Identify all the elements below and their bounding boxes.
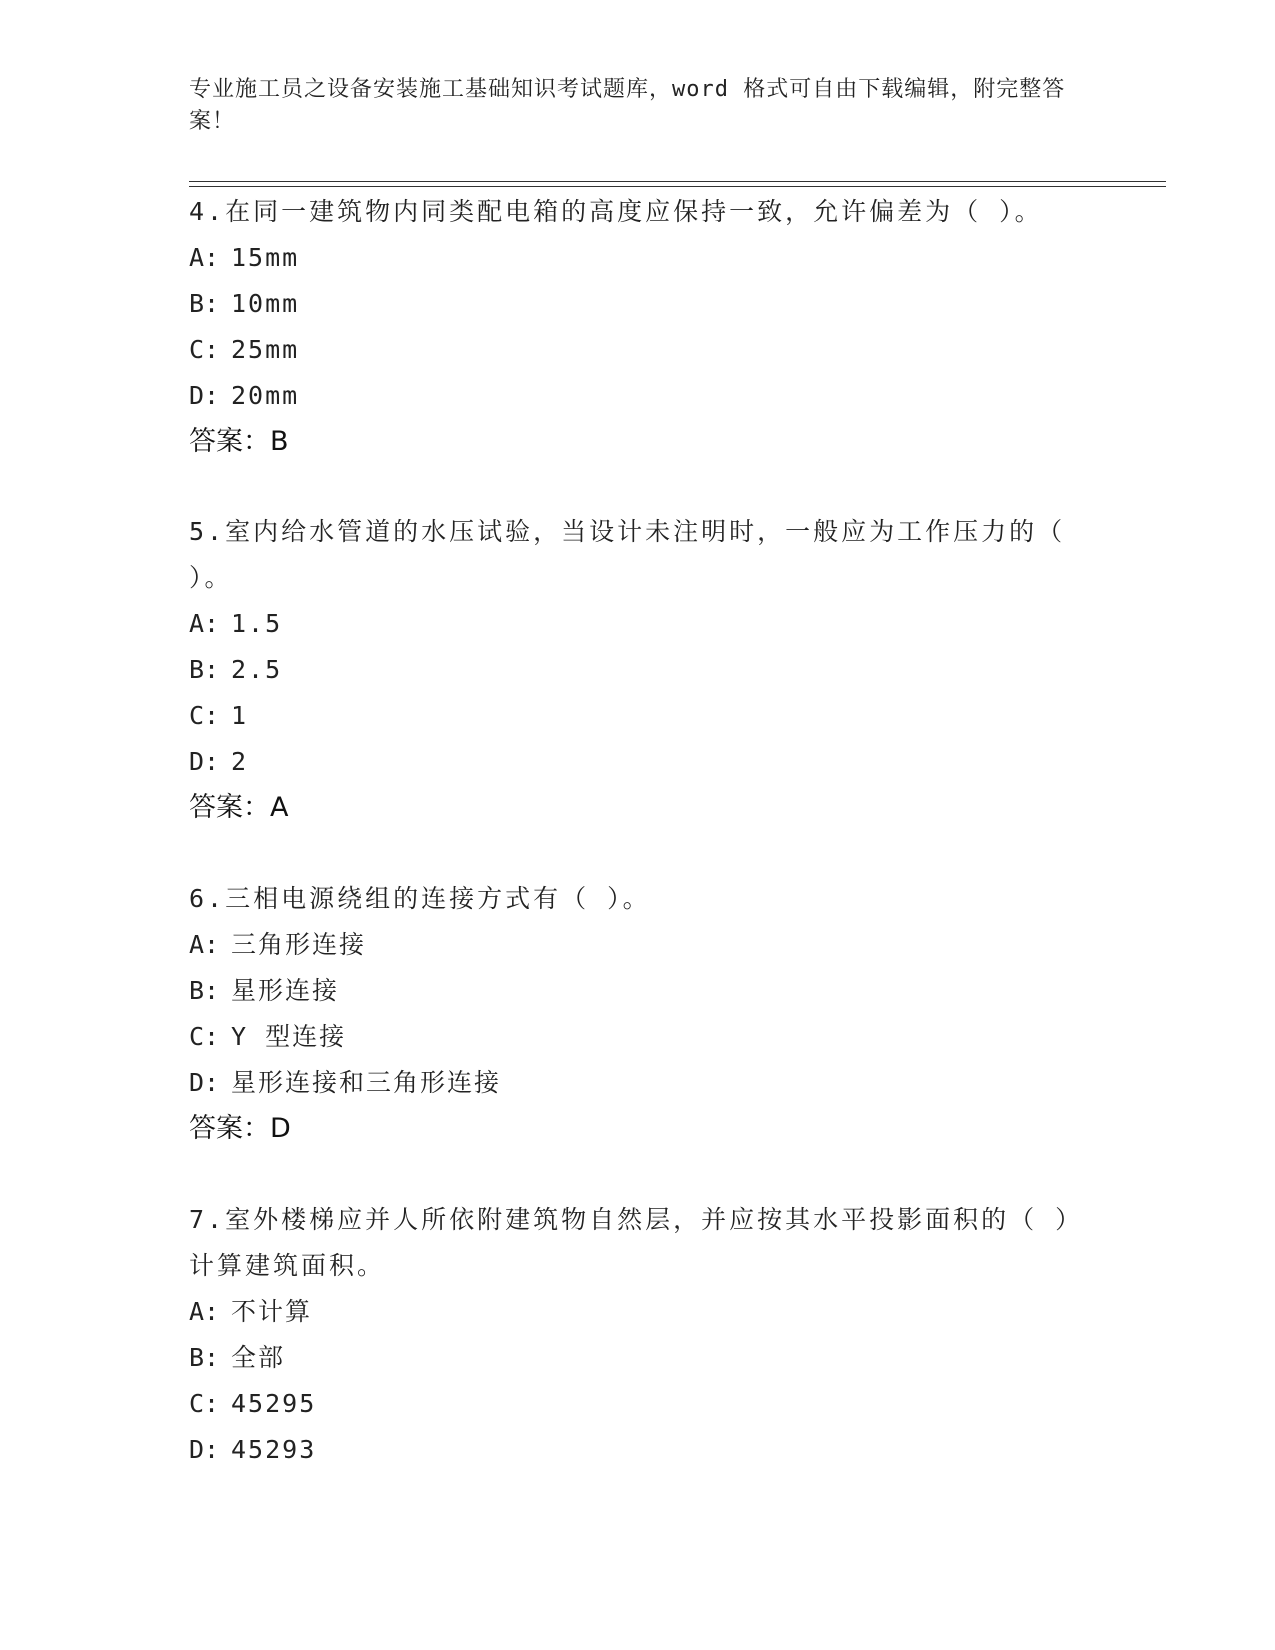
option-text: 45293 — [231, 1435, 317, 1464]
option-a — [189, 235, 1089, 281]
question-5 — [189, 509, 1089, 831]
option-c — [189, 1014, 1089, 1060]
option-text: 10mm — [231, 289, 300, 318]
option-letter: D: — [189, 1068, 220, 1097]
option-letter: B: — [189, 655, 220, 684]
option-text: 星形连接和三角形连接 — [231, 1068, 502, 1097]
option-text: 20mm — [231, 381, 300, 410]
option-text: Y 型连接 — [231, 1022, 347, 1051]
option-a — [189, 601, 1089, 647]
header-divider — [189, 181, 1166, 187]
option-d — [189, 1060, 1089, 1106]
option-letter: D: — [189, 1435, 220, 1464]
question-title: 6.三相电源绕组的连接方式有（ ）。 — [189, 884, 651, 913]
option-d — [189, 1427, 1089, 1473]
option-letter: C: — [189, 701, 220, 730]
option-a — [189, 922, 1089, 968]
option-letter: C: — [189, 1022, 220, 1051]
option-a — [189, 1289, 1089, 1335]
option-text: 三角形连接 — [231, 930, 367, 959]
question-title: 5.室内给水管道的水压试验，当设计未注明时，一般应为工作压力的（ ）。 — [189, 517, 1066, 592]
option-text: 2 — [231, 747, 249, 776]
option-c — [189, 327, 1089, 373]
option-letter: C: — [189, 1389, 220, 1418]
option-letter: A: — [189, 609, 220, 638]
option-letter: A: — [189, 1297, 220, 1326]
question-title: 7.室外楼梯应并人所依附建筑物自然层，并应按其水平投影面积的（ ）计算建筑面积。 — [189, 1205, 1084, 1280]
option-text: 45295 — [231, 1389, 317, 1418]
option-b — [189, 1335, 1089, 1381]
option-d — [189, 373, 1089, 419]
option-text: 1.5 — [231, 609, 283, 638]
option-text: 星形连接 — [231, 976, 340, 1005]
answer-line: 答案：A — [189, 792, 289, 823]
option-b — [189, 281, 1089, 327]
option-letter: B: — [189, 976, 220, 1005]
option-text: 1 — [231, 701, 249, 730]
option-text: 2.5 — [231, 655, 283, 684]
option-letter: D: — [189, 747, 220, 776]
document-header: 专业施工员之设备安装施工基础知识考试题库，word 格式可自由下载编辑，附完整答案！ — [189, 77, 1066, 134]
option-letter: D: — [189, 381, 220, 410]
option-b — [189, 968, 1089, 1014]
option-letter: A: — [189, 930, 220, 959]
answer-line: 答案：D — [189, 1113, 291, 1144]
option-d — [189, 739, 1089, 785]
question-4 — [189, 189, 1089, 465]
question-6 — [189, 876, 1089, 1152]
option-letter: B: — [189, 289, 220, 318]
option-text: 全部 — [231, 1343, 286, 1372]
option-text: 不计算 — [231, 1297, 313, 1326]
option-b — [189, 647, 1089, 693]
option-letter: A: — [189, 243, 220, 272]
option-text: 15mm — [231, 243, 300, 272]
option-c — [189, 693, 1089, 739]
answer-line: 答案：B — [189, 426, 289, 457]
option-c — [189, 1381, 1089, 1427]
option-letter: C: — [189, 335, 220, 364]
question-7 — [189, 1197, 1089, 1473]
option-text: 25mm — [231, 335, 300, 364]
question-title: 4.在同一建筑物内同类配电箱的高度应保持一致，允许偏差为（ ）。 — [189, 197, 1043, 226]
option-letter: B: — [189, 1343, 220, 1372]
